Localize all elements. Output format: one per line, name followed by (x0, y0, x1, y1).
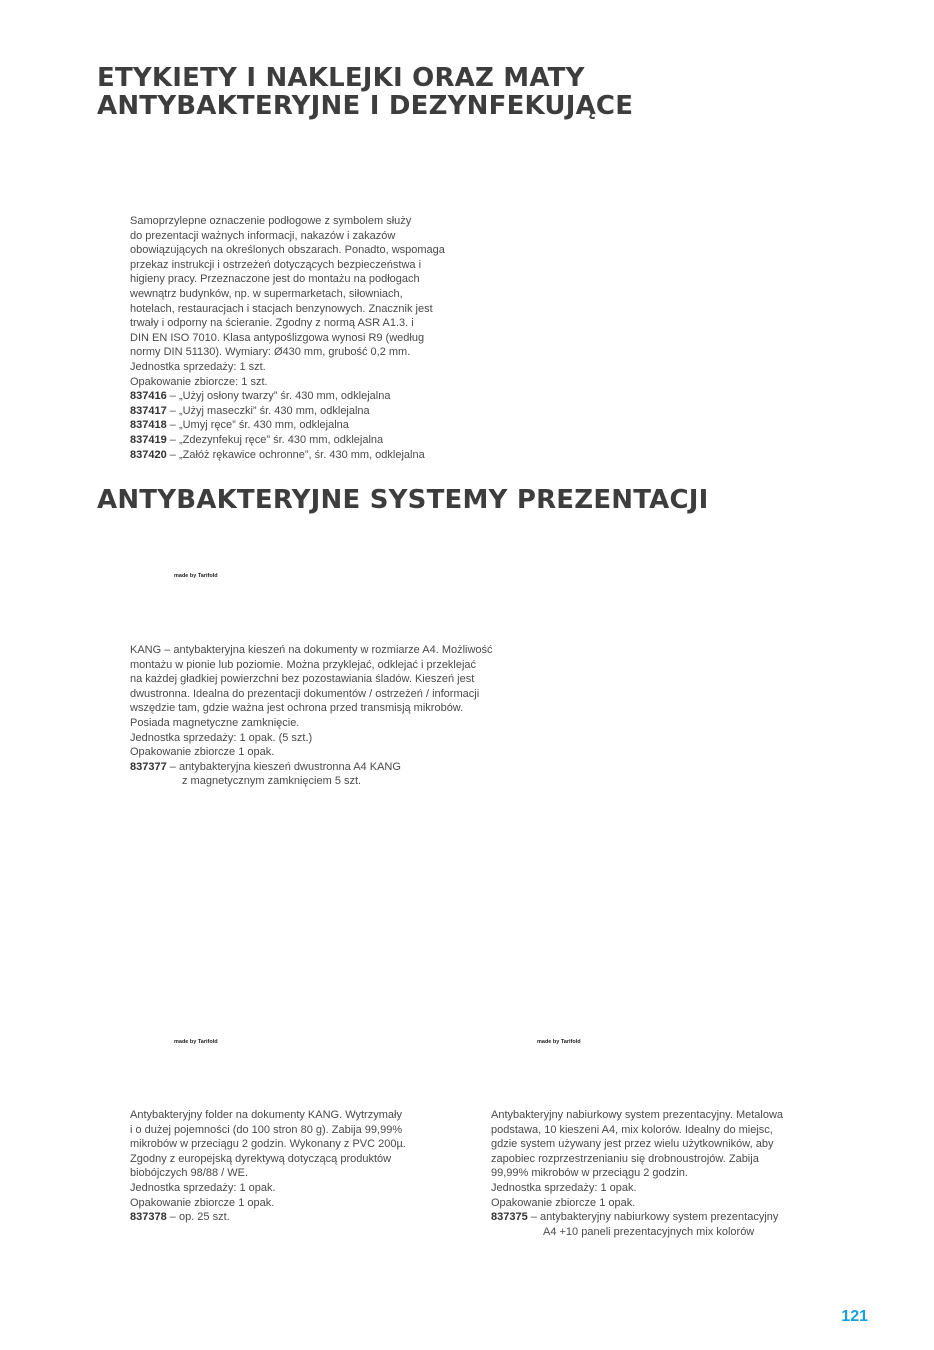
description-line: DIN EN ISO 7010. Klasa antypoślizgowa wynosi R9 (według (130, 331, 425, 344)
product-text-continued: z magnetycznym zamknięciem 5 szt. (182, 775, 362, 788)
description-line: hotelach, restauracjach i stacjach benzynowych. Znacznik jest (130, 302, 433, 315)
sales-unit: Jednostka sprzedaży: 1 szt. (130, 360, 266, 373)
product-text: – op. 25 szt. (166, 1211, 230, 1224)
product-code: 837375 (491, 1211, 528, 1224)
product-code: 837417 (130, 404, 167, 417)
brand-label: made by Tarifold (537, 1039, 581, 1045)
description-line: biobójczych 98/88 / WE. (130, 1167, 249, 1180)
product-code: 837378 (130, 1211, 167, 1224)
product-row (130, 389, 445, 404)
description-line: Antybakteryjny folder na dokumenty KANG. Wytrzymały (130, 1109, 402, 1121)
description-line: do prezentacji ważnych informacji, nakazów i zakazów (130, 229, 396, 242)
description-line: przekaz instrukcji i ostrzeżeń dotyczących bezpieczeństwa i (130, 258, 422, 271)
product-code: 837416 (130, 390, 167, 403)
description-line: i o dużej pojemności (do 100 stron 80 g). Zabija 99,99% (130, 1123, 403, 1136)
bulk-package: Opakowanie zbiorcze 1 opak. (491, 1196, 636, 1209)
description-line: gdzie system używany jest przez wielu użytkowników, aby (491, 1138, 774, 1151)
description-line: podstawa, 10 kieszeni A4, mix kolorów. Idealny do miejsc, (491, 1123, 773, 1136)
description-line: normy DIN 51130). Wymiary: Ø430 mm, grubość 0,2 mm. (130, 346, 411, 359)
kang-folder-description (130, 1108, 406, 1225)
kang-pocket-description (130, 643, 493, 789)
sales-unit: Jednostka sprzedaży: 1 opak. (491, 1181, 637, 1194)
description-line: Antybakteryjny nabiurkowy system prezentacyjny. Metalowa (491, 1109, 784, 1121)
section2-title (97, 486, 709, 514)
description-line: Zgodny z europejską dyrektywą dotyczącą produktów (130, 1152, 392, 1165)
product-row (491, 1210, 783, 1225)
page-number: 121 (841, 1308, 868, 1325)
product-text: – „Zdezynfekuj ręce” śr. 430 mm, odklejalna (166, 433, 384, 446)
description-line: higieny pracy. Przeznaczone jest do montażu na podłogach (130, 273, 420, 286)
product-text: – antybakteryjny nabiurkowy system prezentacyjny (527, 1211, 779, 1224)
section1-title (97, 64, 633, 120)
description-line: montażu w pionie lub poziomie. Można przyklejać, odklejać i przeklejać (130, 658, 477, 671)
description-line: KANG – antybakteryjna kieszeń na dokumenty w rozmiarze A4. Możliwość (130, 644, 493, 656)
product-text-continued: A4 +10 paneli prezentacyjnych mix kolorów (543, 1225, 755, 1238)
product-code: 837420 (130, 448, 167, 461)
product-row (130, 1210, 406, 1225)
bulk-package: Opakowanie zbiorcze 1 opak. (130, 1196, 275, 1209)
brand-label: made by Tarifold (174, 1039, 218, 1045)
floor-marker-description (130, 214, 445, 462)
product-row (130, 418, 445, 433)
brand-label: made by Tarifold (174, 573, 218, 579)
sales-unit: Jednostka sprzedaży: 1 opak. (130, 1181, 276, 1194)
description-line: na każdej gładkiej powierzchni bez pozostawiania śladów. Kieszeń jest (130, 673, 475, 686)
product-text: – „Umyj ręce” śr. 430 mm, odklejalna (166, 419, 349, 432)
description-line: wszędzie tam, gdzie ważna jest ochrona przed transmisją mikrobów. (130, 702, 464, 715)
desk-system-description (491, 1108, 783, 1239)
product-text: – antybakteryjna kieszeń dwustronna A4 KANG (166, 760, 401, 773)
description-line: Samoprzylepne oznaczenie podłogowe z symbolem służy (130, 215, 412, 227)
description-line: Posiada magnetyczne zamknięcie. (130, 716, 300, 729)
product-text: – „Użyj maseczki” śr. 430 mm, odklejalna (166, 404, 370, 417)
product-row (130, 404, 445, 419)
description-line: 99,99% mikrobów w przeciągu 2 godzin. (491, 1167, 688, 1180)
section1-title-line2: ANTYBAKTERYJNE I DEZYNFEKUJĄCE (97, 91, 634, 121)
section1-title-line1: ETYKIETY I NAKLEJKI ORAZ MATY (97, 63, 585, 93)
product-code: 837377 (130, 760, 167, 773)
description-line: trwały i odporny na ścieranie. Zgodny z normą ASR A1.3. i (130, 317, 414, 330)
product-code: 837419 (130, 433, 167, 446)
product-row (130, 448, 445, 463)
description-line: zapobiec rozprzestrzenianiu się drobnoustrojów. Zabija (491, 1152, 759, 1165)
description-line: mikrobów w przeciągu 2 godzin. Wykonany z PVC 200µ. (130, 1138, 406, 1151)
product-text: – „Załóż rękawice ochronne”, śr. 430 mm, odklejalna (166, 448, 425, 461)
bulk-package: Opakowanie zbiorcze: 1 szt. (130, 375, 268, 388)
sales-unit: Jednostka sprzedaży: 1 opak. (5 szt.) (130, 731, 313, 744)
description-line: wewnątrz budynków, np. w supermarketach, siłowniach, (130, 287, 403, 300)
product-code: 837418 (130, 419, 167, 432)
section2-title-text: ANTYBAKTERYJNE SYSTEMY PREZENTACJI (97, 485, 709, 515)
product-row (130, 433, 445, 448)
product-text: – „Użyj osłony twarzy” śr. 430 mm, odklejalna (166, 390, 391, 403)
description-line: dwustronna. Idealna do prezentacji dokumentów / ostrzeżeń / informacji (130, 687, 480, 700)
product-row (130, 760, 493, 775)
description-line: obowiązujących na określonych obszarach. Ponadto, wspomaga (130, 244, 445, 257)
bulk-package: Opakowanie zbiorcze 1 opak. (130, 746, 275, 759)
